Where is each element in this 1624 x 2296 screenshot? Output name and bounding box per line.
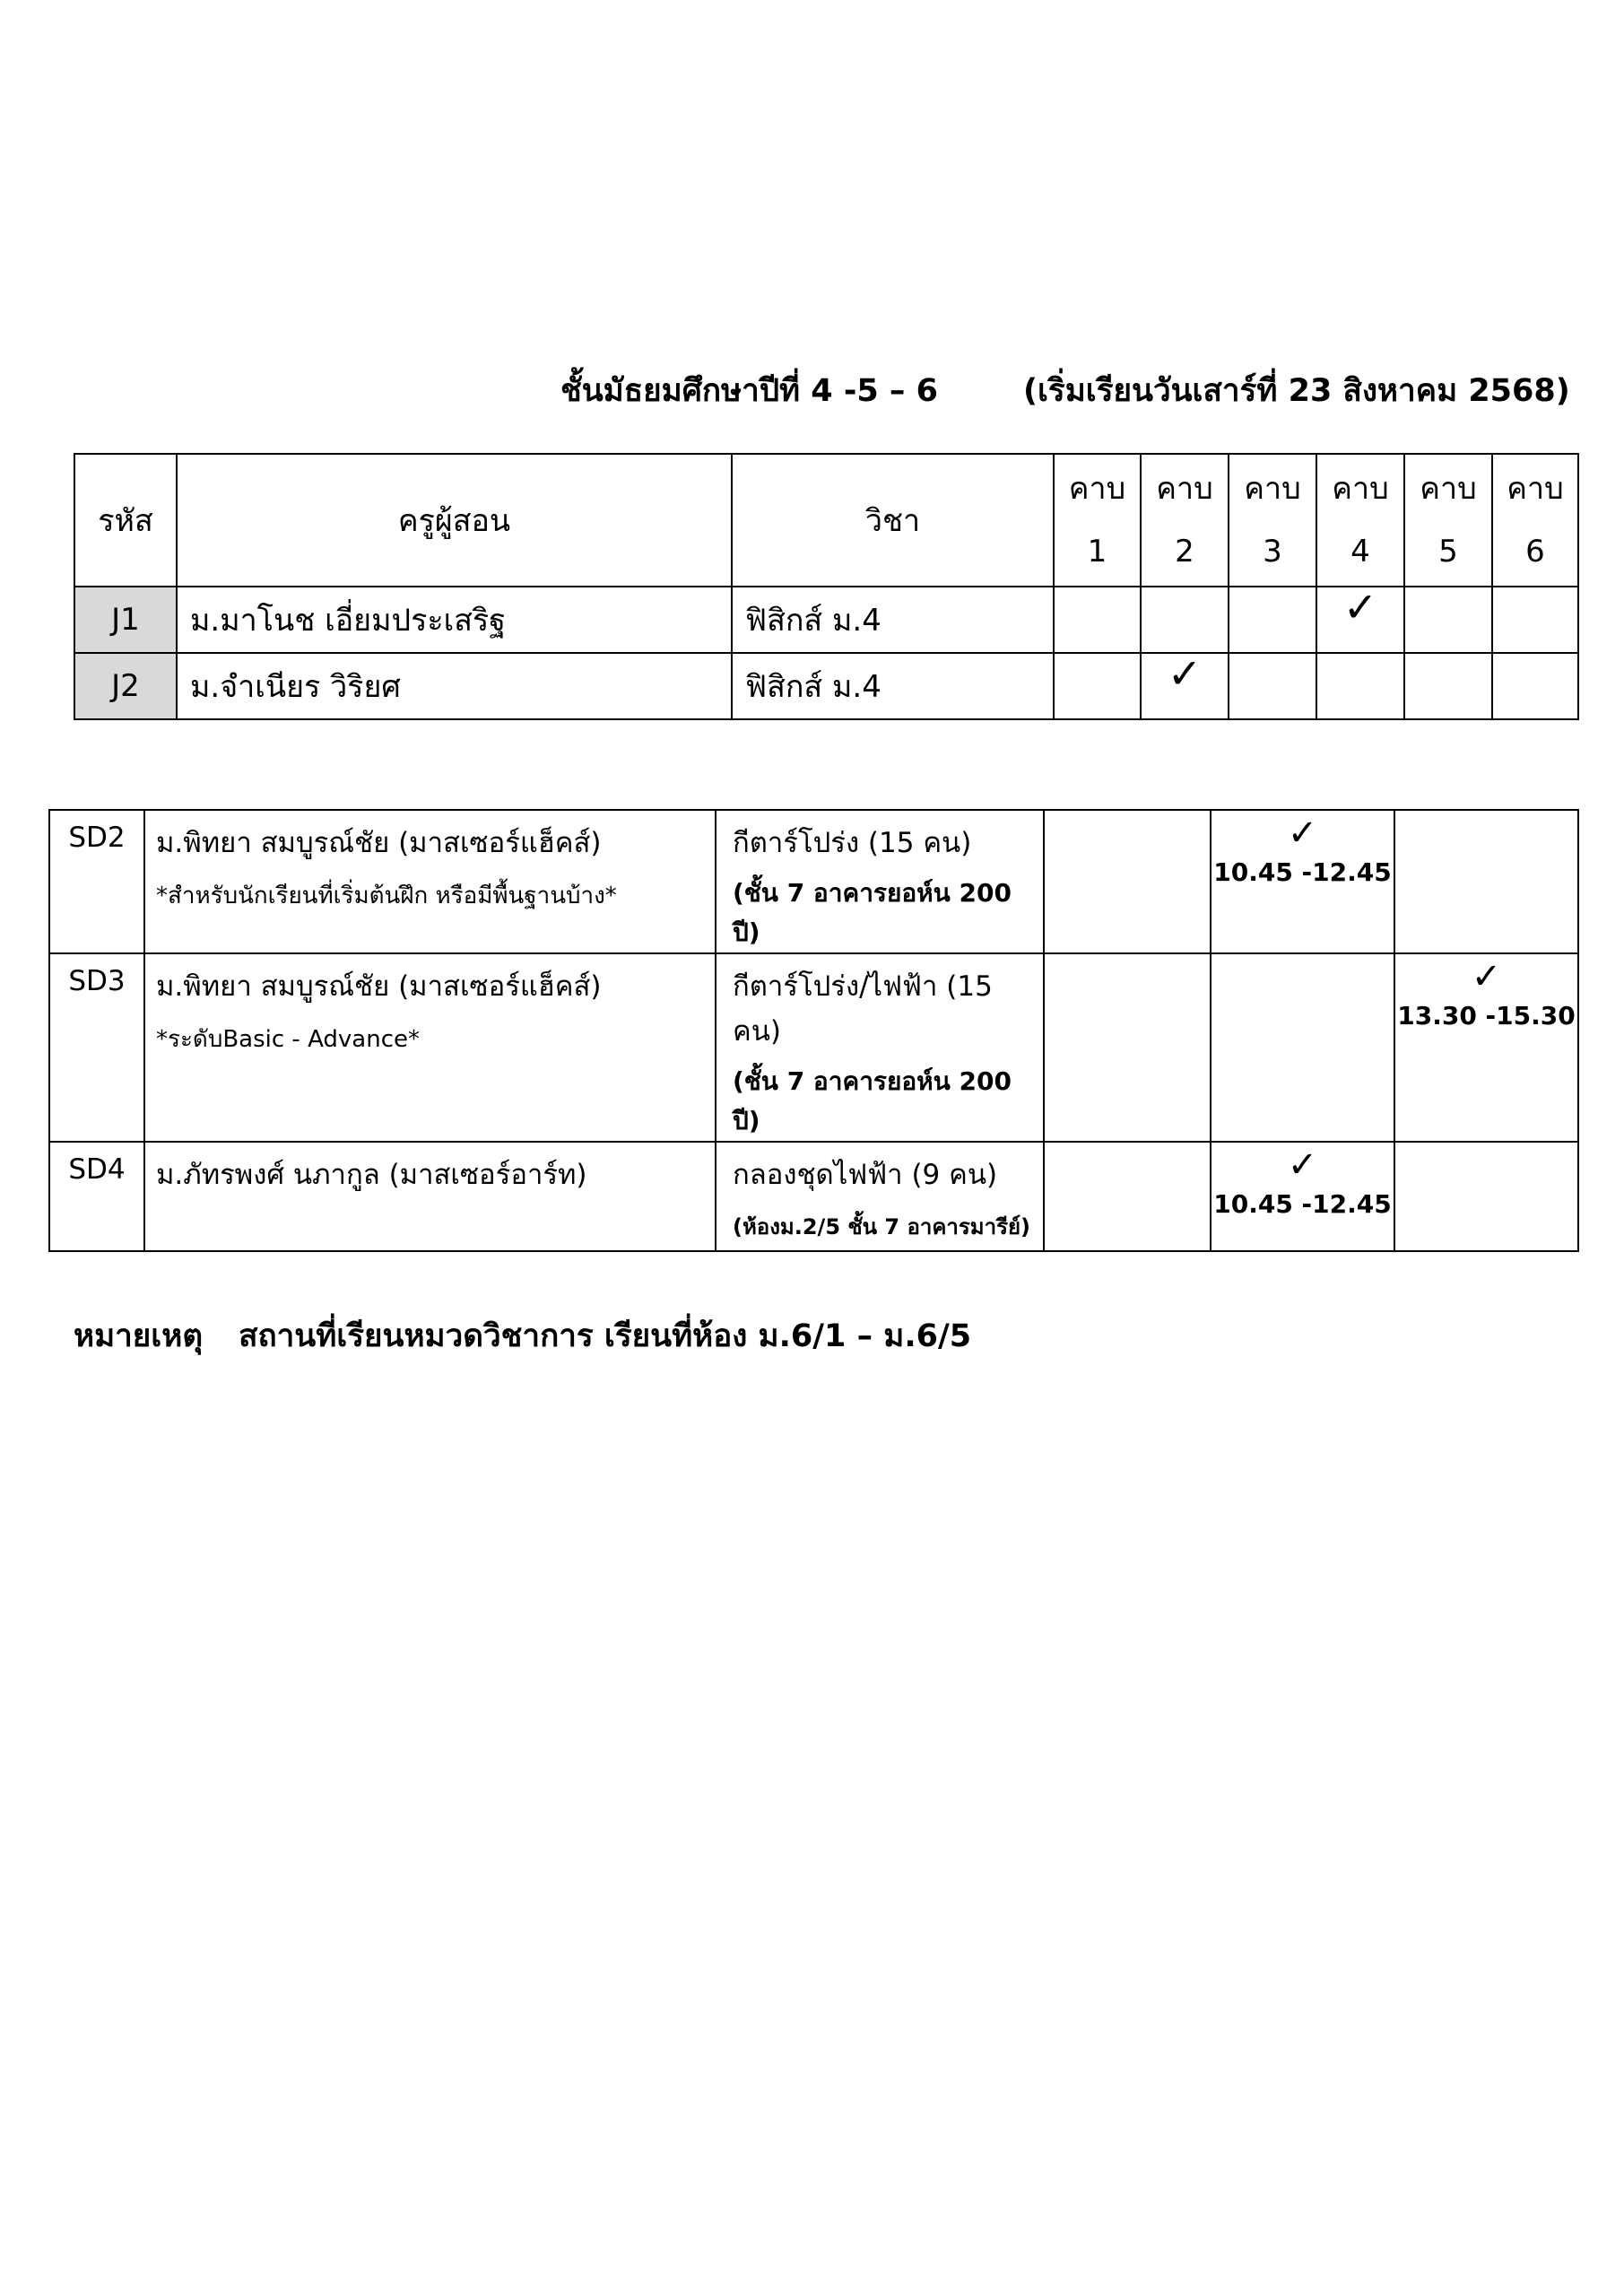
row-subject: กลองชุดไฟฟ้า (9 คน) (733, 1159, 998, 1191)
period-cell (1054, 653, 1141, 719)
header-period-3: คาบ 3 (1229, 454, 1316, 587)
note-label: หมายเหตุ (74, 1318, 204, 1354)
period-cell (1404, 653, 1492, 719)
header-code: รหัส (74, 454, 177, 587)
period-cell (1492, 653, 1578, 719)
title-level: ชั้นมัธยมศึกษาปีที่ 4 -5 – 6 (560, 373, 938, 409)
slot-time: 10.45 -12.45 (1213, 857, 1392, 887)
check-icon: ✓ (1287, 813, 1318, 854)
row-teacher-cell (144, 810, 716, 953)
check-icon: ✓ (1167, 648, 1203, 698)
period-cell (1229, 587, 1316, 653)
row-subject: ฟิสิกส์ ม.4 (732, 587, 1054, 653)
slot-time: 13.30 -15.30 (1397, 1001, 1576, 1031)
period-cell (1141, 648, 1229, 719)
page-title (560, 366, 1570, 415)
check-icon: ✓ (1471, 956, 1502, 997)
time-slot-1 (1044, 1142, 1211, 1251)
time-slot-3 (1394, 1142, 1578, 1251)
period-cell (1229, 653, 1316, 719)
row-subject: กีตาร์โปร่ง/ไฟฟ้า (15 คน) (733, 970, 993, 1048)
row-code: J2 (74, 653, 177, 719)
period-cell (1054, 587, 1141, 653)
slot-time: 10.45 -12.45 (1213, 1189, 1392, 1219)
time-slot-2 (1211, 1142, 1394, 1251)
header-period-1: คาบ 1 (1054, 454, 1141, 587)
row-teacher: ม.จำเนียร วิริยศ (177, 653, 732, 719)
table-row (49, 1142, 1578, 1251)
table-row (49, 953, 1578, 1142)
table-header-row (74, 454, 1578, 587)
row-subject: กีตาร์โปร่ง (15 คน) (733, 827, 972, 859)
footnote (74, 1311, 971, 1361)
row-code: J1 (74, 587, 177, 653)
music-schedule-table (48, 809, 1579, 1252)
note-text: สถานที่เรียนหมวดวิชาการ เรียนที่ห้อง ม.6/1 – ม.6/5 (239, 1318, 972, 1354)
time-slot-2 (1211, 810, 1394, 953)
row-teacher: ม.มาโนช เอี่ยมประเสริฐ (177, 587, 732, 653)
time-slot-3 (1394, 810, 1578, 953)
title-start-date: (เริ่มเรียนวันเสาร์ที่ 23 สิงหาคม 2568) (1022, 373, 1570, 409)
row-code: SD3 (49, 953, 144, 1142)
period-cell (1316, 582, 1404, 653)
period-cell (1141, 587, 1229, 653)
row-code: SD4 (49, 1142, 144, 1251)
row-teacher-cell (144, 953, 716, 1142)
header-teacher: ครูผู้สอน (177, 454, 732, 587)
time-slot-2 (1211, 953, 1394, 1142)
check-icon: ✓ (1287, 1144, 1318, 1186)
row-subject: ฟิสิกส์ ม.4 (732, 653, 1054, 719)
row-location: (ชั้น 7 อาคารยอห์น 200 ปี) (733, 878, 1012, 947)
check-icon: ✓ (1342, 582, 1378, 631)
header-period-5: คาบ 5 (1404, 454, 1492, 587)
row-teacher: ม.พิทยา สมบูรณ์ชัย (มาสเซอร์แฮ็คส์) (156, 970, 602, 1003)
row-subject-cell (716, 1142, 1044, 1251)
table-row (74, 653, 1578, 719)
table-row (74, 587, 1578, 653)
header-period-4: คาบ 4 (1316, 454, 1404, 587)
row-location: (ห้องม.2/5 ชั้น 7 อาคารมารีย์) (733, 1214, 1031, 1239)
period-cell (1492, 587, 1578, 653)
header-period-6: คาบ 6 (1492, 454, 1578, 587)
row-location: (ชั้น 7 อาคารยอห์น 200 ปี) (733, 1066, 1012, 1135)
row-teacher-note: *สำหรับนักเรียนที่เริ่มต้นฝึก หรือมีพื้นฐานบ้าง* (156, 883, 617, 909)
row-teacher: ม.พิทยา สมบูรณ์ชัย (มาสเซอร์แฮ็คส์) (156, 827, 602, 859)
time-slot-3 (1394, 953, 1578, 1142)
time-slot-1 (1044, 810, 1211, 953)
row-teacher-note: *ระดับBasic - Advance* (156, 1026, 420, 1053)
row-code: SD2 (49, 810, 144, 953)
row-subject-cell (716, 810, 1044, 953)
row-subject-cell (716, 953, 1044, 1142)
table-row (49, 810, 1578, 953)
period-cell (1316, 653, 1404, 719)
physics-schedule-table (74, 453, 1579, 720)
period-cell (1404, 587, 1492, 653)
row-teacher-cell (144, 1142, 716, 1251)
header-subject: วิชา (732, 454, 1054, 587)
header-period-2: คาบ 2 (1141, 454, 1229, 587)
row-teacher: ม.ภัทรพงศ์ นภากูล (มาสเซอร์อาร์ท) (156, 1159, 587, 1191)
time-slot-1 (1044, 953, 1211, 1142)
